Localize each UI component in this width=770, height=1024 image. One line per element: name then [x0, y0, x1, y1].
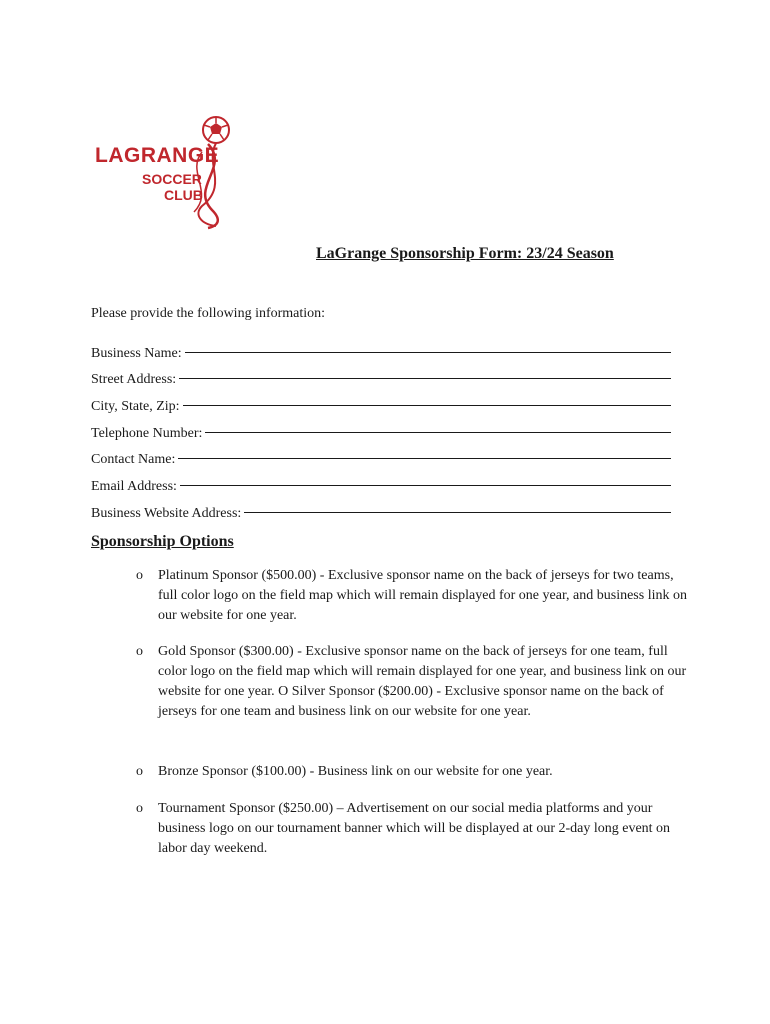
option-gold-silver	[132, 642, 692, 722]
club-logo	[90, 92, 242, 232]
fill-in-line[interactable]	[180, 484, 671, 486]
fill-in-line[interactable]	[205, 431, 671, 433]
option-text: Platinum Sponsor ($500.00) - Exclusive sponsor name on the back of jerseys for two teams, full color logo on the field map which will remain displayed for one year, and business link on our website for one year.	[158, 568, 687, 623]
bullet-icon: o	[136, 568, 143, 583]
option-tournament	[132, 799, 692, 859]
bullet-icon: o	[136, 801, 143, 816]
bullet-icon: o	[136, 644, 143, 659]
form-title: LaGrange Sponsorship Form: 23/24 Season	[316, 245, 614, 262]
fill-in-line[interactable]	[178, 457, 671, 459]
sponsorship-heading: Sponsorship Options	[91, 533, 234, 550]
option-text: Bronze Sponsor ($100.00) - Business link on our website for one year.	[158, 764, 553, 779]
field-email-address	[91, 468, 671, 495]
field-label: Business Website Address:	[91, 505, 242, 521]
fill-in-line[interactable]	[179, 377, 671, 379]
field-website-address	[91, 495, 671, 522]
field-telephone	[91, 415, 671, 442]
logo-text-line3: CLUB	[164, 187, 203, 203]
form-intro: Please provide the following information:	[91, 306, 326, 321]
field-business-name	[91, 335, 671, 362]
option-bronze	[132, 762, 692, 782]
logo-text-line1: LAGRANGE	[95, 144, 220, 167]
field-label: Street Address:	[91, 372, 177, 388]
fill-in-line[interactable]	[244, 511, 671, 513]
logo-text-line2: SOCCER	[142, 171, 202, 187]
field-label: City, State, Zip:	[91, 399, 180, 415]
option-text: Gold Sponsor ($300.00) - Exclusive sponsor name on the back of jerseys for one team, full color logo on the field map which will remain displayed for one year, and business link on our website for one year. O Silver Sponsor ($200.00) - Exclusive sponsor name on the back of jerseys for one team and business link on our website for one year.	[158, 644, 687, 719]
field-city-state-zip	[91, 388, 671, 415]
information-fields	[91, 335, 671, 522]
bullet-icon: o	[136, 764, 143, 779]
fill-in-line[interactable]	[183, 404, 671, 406]
option-platinum	[132, 566, 692, 626]
club-logo-image	[90, 92, 242, 232]
field-contact-name	[91, 442, 671, 469]
field-label: Contact Name:	[91, 452, 176, 468]
field-label: Email Address:	[91, 479, 177, 495]
field-label: Telephone Number:	[91, 425, 203, 441]
field-label: Business Name:	[91, 345, 182, 361]
fill-in-line[interactable]	[185, 351, 671, 353]
field-street-address	[91, 362, 671, 389]
option-text: Tournament Sponsor ($250.00) – Advertisement on our social media platforms and your business logo on our tournament banner which will be displayed at our 2-day long event on labor day weekend.	[158, 801, 671, 856]
